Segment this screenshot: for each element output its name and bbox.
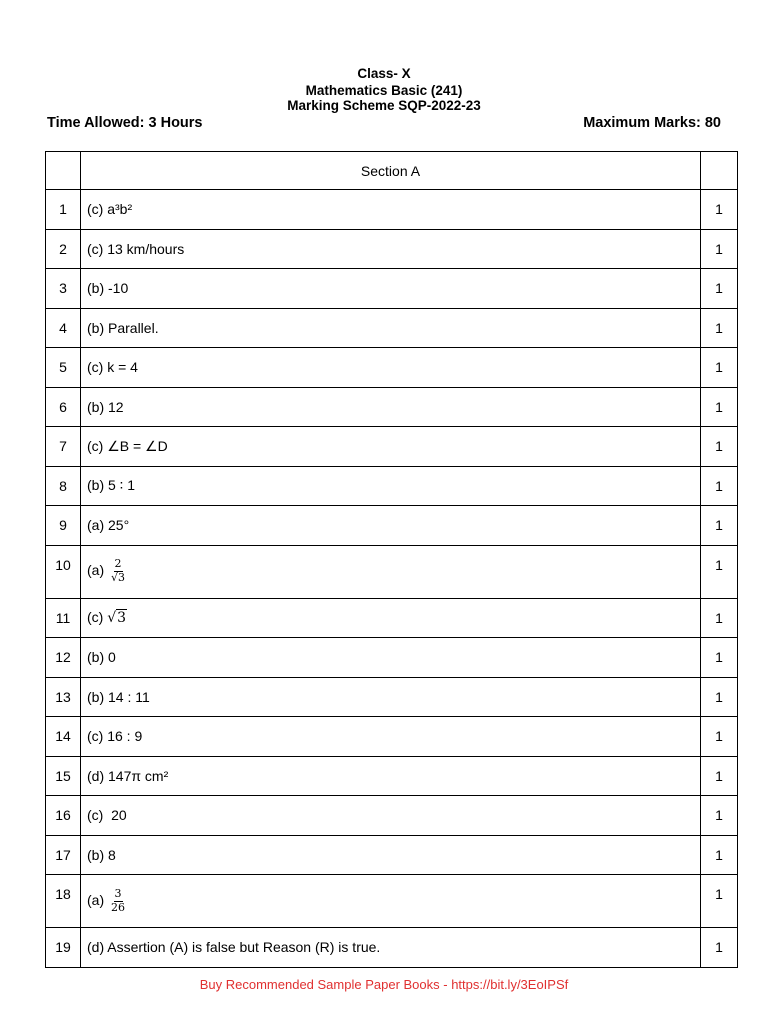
question-number: 5 xyxy=(46,348,81,388)
answer-option: (c) xyxy=(87,609,104,626)
question-number: 7 xyxy=(46,427,81,467)
marks-cell: 1 xyxy=(701,506,738,546)
question-number: 9 xyxy=(46,506,81,546)
marks-cell: 1 xyxy=(701,835,738,875)
marks-cell: 1 xyxy=(701,427,738,467)
table-row xyxy=(46,756,738,796)
answer-cell: (d) 147π cm² xyxy=(81,756,701,796)
question-number: 2 xyxy=(46,229,81,269)
table-row xyxy=(46,348,738,388)
radicand: 3 xyxy=(117,610,127,627)
question-number: 6 xyxy=(46,387,81,427)
table-row xyxy=(46,835,738,875)
question-number: 18 xyxy=(46,875,81,928)
table-row xyxy=(46,928,738,968)
question-number: 4 xyxy=(46,308,81,348)
marks-cell: 1 xyxy=(701,269,738,309)
time-allowed: Time Allowed: 3 Hours xyxy=(47,115,203,131)
table-row xyxy=(46,269,738,309)
answer-cell: (c) 16 : 9 xyxy=(81,717,701,757)
marks-cell: 1 xyxy=(701,308,738,348)
section-header-row xyxy=(46,152,738,190)
answer-cell xyxy=(81,598,701,638)
table-row xyxy=(46,427,738,467)
marks-cell: 1 xyxy=(701,928,738,968)
marks-cell: 1 xyxy=(701,638,738,678)
fraction-denominator: 26 xyxy=(111,900,126,914)
answer-cell: (b) 14 : 11 xyxy=(81,677,701,717)
answer-cell: (b) 0 xyxy=(81,638,701,678)
empty-cell xyxy=(46,152,81,190)
table-row xyxy=(46,466,738,506)
answer-cell: (b) 5 ∶ 1 xyxy=(81,466,701,506)
table-row xyxy=(46,875,738,928)
answer-cell xyxy=(81,875,701,928)
fraction-denominator: √3 xyxy=(111,571,126,584)
question-number: 19 xyxy=(46,928,81,968)
marks-cell: 1 xyxy=(701,677,738,717)
table-row xyxy=(46,308,738,348)
question-number: 8 xyxy=(46,466,81,506)
fraction-numerator: 2 xyxy=(114,557,122,571)
table-row xyxy=(46,677,738,717)
marks-cell: 1 xyxy=(701,466,738,506)
table-row xyxy=(46,717,738,757)
answer-cell: (a) 25° xyxy=(81,506,701,546)
fraction xyxy=(110,888,126,914)
document-subject: Mathematics Basic (241) xyxy=(305,83,463,98)
answer-cell xyxy=(81,545,701,598)
marking-scheme-table xyxy=(45,151,738,968)
answer-cell: (c) 20 xyxy=(81,796,701,836)
empty-cell xyxy=(701,152,738,190)
document-scheme-title: Marking Scheme SQP-2022-23 xyxy=(287,98,481,113)
question-number: 13 xyxy=(46,677,81,717)
answer-cell: (c) 13 km/hours xyxy=(81,229,701,269)
marks-cell: 1 xyxy=(701,717,738,757)
section-title: Section A xyxy=(81,152,701,190)
answer-option: (a) xyxy=(87,891,105,908)
question-number: 17 xyxy=(46,835,81,875)
table-row xyxy=(46,229,738,269)
question-number: 12 xyxy=(46,638,81,678)
table-row xyxy=(46,506,738,546)
marks-cell: 1 xyxy=(701,875,738,928)
marks-cell: 1 xyxy=(701,756,738,796)
footer-promo-link[interactable]: Buy Recommended Sample Paper Books - https://bit.ly/3EoIPSf xyxy=(199,977,569,992)
answer-cell: (b) -10 xyxy=(81,269,701,309)
table-row xyxy=(46,638,738,678)
marks-cell: 1 xyxy=(701,387,738,427)
answer-cell: (b) 12 xyxy=(81,387,701,427)
answer-cell: (b) 8 xyxy=(81,835,701,875)
marks-cell: 1 xyxy=(701,796,738,836)
document-class: Class- X xyxy=(357,66,411,81)
answer-cell: (c) k = 4 xyxy=(81,348,701,388)
question-number: 11 xyxy=(46,598,81,638)
table-row xyxy=(46,545,738,598)
answer-cell: (c) ∠B = ∠D xyxy=(81,427,701,467)
fraction-numerator: 3 xyxy=(114,886,122,900)
marks-cell: 1 xyxy=(701,190,738,230)
question-number: 1 xyxy=(46,190,81,230)
marks-cell: 1 xyxy=(701,598,738,638)
fraction xyxy=(110,558,126,584)
answer-cell: (d) Assertion (A) is false but Reason (R) is true. xyxy=(81,928,701,968)
marks-cell: 1 xyxy=(701,348,738,388)
marks-cell: 1 xyxy=(701,545,738,598)
answer-cell: (b) Parallel. xyxy=(81,308,701,348)
maximum-marks: Maximum Marks: 80 xyxy=(583,115,721,131)
answer-cell: (c) a³b² xyxy=(81,190,701,230)
question-number: 16 xyxy=(46,796,81,836)
table-row xyxy=(46,796,738,836)
answer-option: (a) xyxy=(87,562,105,579)
question-number: 14 xyxy=(46,717,81,757)
question-number: 3 xyxy=(46,269,81,309)
question-number: 15 xyxy=(46,756,81,796)
marks-cell: 1 xyxy=(701,229,738,269)
table-row xyxy=(46,598,738,638)
table-row xyxy=(46,387,738,427)
square-root: √3 xyxy=(107,610,127,627)
table-row xyxy=(46,190,738,230)
question-number: 10 xyxy=(46,545,81,598)
